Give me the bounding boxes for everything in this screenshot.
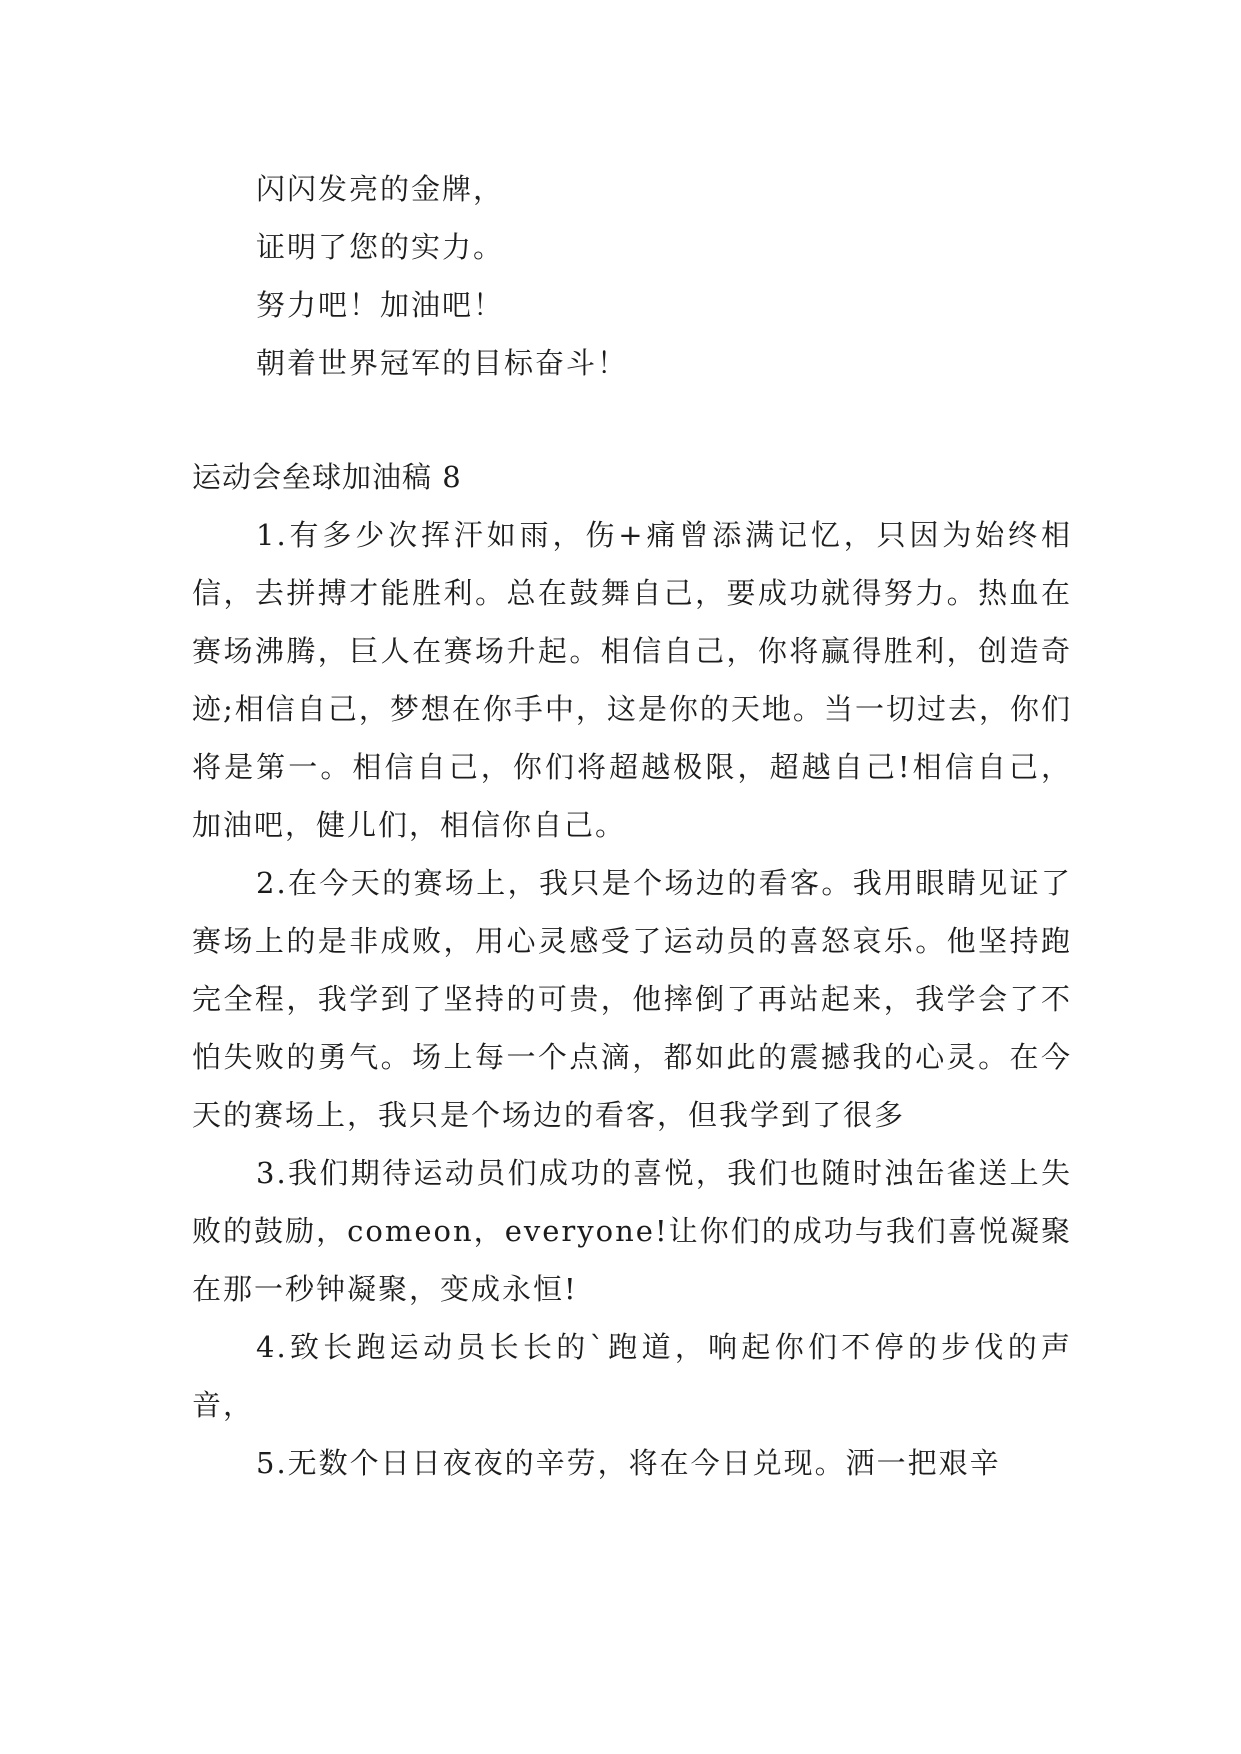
poem-block (256, 160, 1156, 392)
poem-line: 证明了您的实力。 (256, 230, 505, 264)
body-text (192, 506, 1072, 1492)
poem-line: 努力吧！加油吧！ (256, 288, 505, 322)
paragraph-2: 2.在今天的赛场上，我只是个场边的看客。我用眼睛见证了赛场上的是非成败，用心灵感受了运动员的喜怒哀乐。他坚持跑完全程，我学到了坚持的可贵，他摔倒了再站起来，我学会了不怕失败的勇气。场上每一个点滴，都如此的震撼我的心灵。在今天的赛场上，我只是个场边的看客，但我学到了很多 (192, 866, 1072, 1132)
section-title: 运动会垒球加油稿 8 (192, 460, 462, 494)
paragraph-4: 4.致长跑运动员长长的`跑道，响起你们不停的步伐的声音， (192, 1330, 1072, 1422)
paragraph-3: 3.我们期待运动员们成功的喜悦，我们也随时浊缶雀送上失败的鼓励，comeon，everyone!让你们的成功与我们喜悦凝聚在那一秒钟凝聚，变成永恒! (192, 1156, 1072, 1306)
paragraph-1: 1.有多少次挥汗如雨，伤+痛曾添满记忆，只因为始终相信，去拼搏才能胜利。总在鼓舞自己，要成功就得努力。热血在赛场沸腾，巨人在赛场升起。相信自己，你将赢得胜利，创造奇迹;相信自己，梦想在你手中，这是你的天地。当一切过去，你们将是第一。相信自己，你们将超越极限，超越自己!相信自己，加油吧，健儿们，相信你自己。 (192, 518, 1072, 842)
poem-line: 闪闪发亮的金牌， (256, 172, 505, 206)
paragraph-5: 5.无数个日日夜夜的辛劳，将在今日兑现。洒一把艰辛 (256, 1446, 1001, 1480)
poem-line: 朝着世界冠军的目标奋斗！ (256, 346, 629, 380)
